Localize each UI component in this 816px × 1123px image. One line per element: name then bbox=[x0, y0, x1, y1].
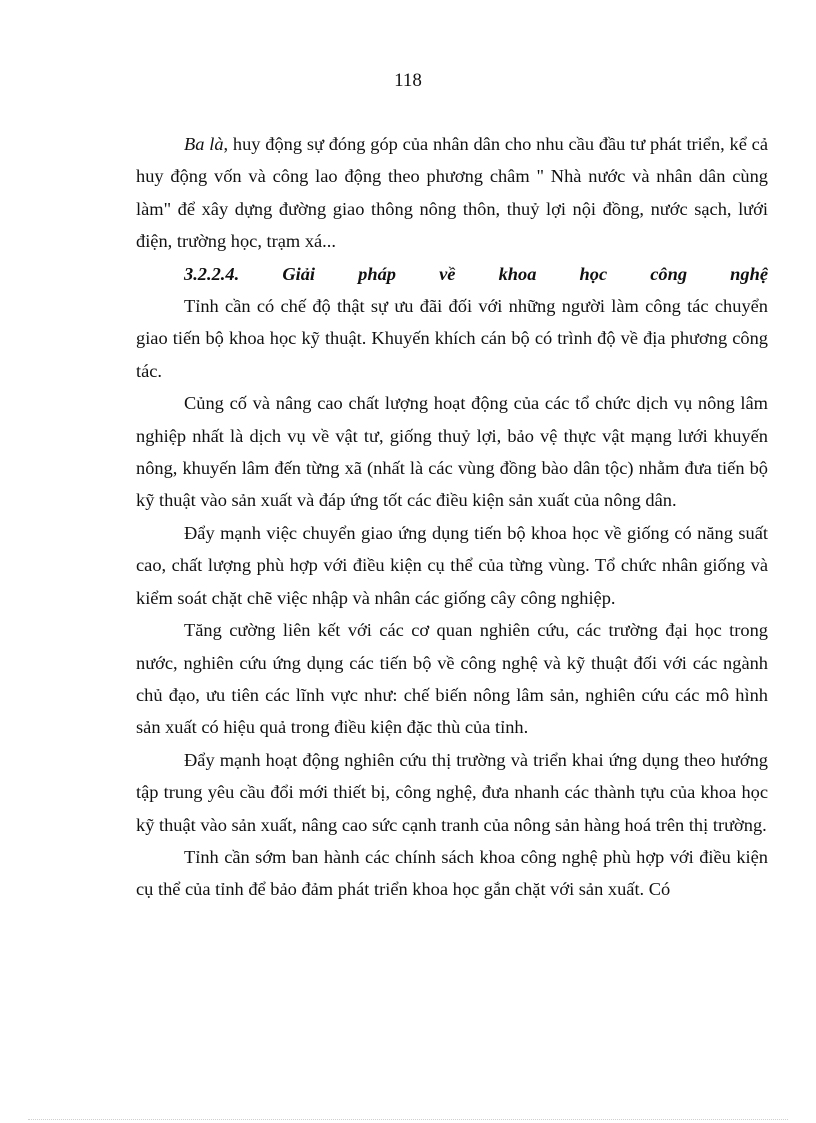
body-paragraph-3: Đẩy mạnh việc chuyển giao ứng dụng tiến bộ khoa học về giống có năng suất cao, chất lượng phù hợp với điều kiện cụ thể của từng vùng. Tổ chức nhân giống và kiểm soát chặt chẽ việc nhập và nhân các giống cây công nghiệp. bbox=[136, 522, 768, 608]
paragraph-text: , huy động sự đóng góp của nhân dân cho nhu cầu đầu tư phát triển, kể cả huy động vốn và công lao động theo phương châm " Nhà nước và nhân dân cùng làm" để xây dựng đường giao thông nông thôn, thuỷ lợi nội đồng, nước sạch, lưới điện, trường học, trạm xá... bbox=[136, 134, 768, 252]
body-paragraph-2: Củng cố và nâng cao chất lượng hoạt động của các tổ chức dịch vụ nông lâm nghiệp nhất là dịch vụ về vật tư, giống thuỷ lợi, bảo vệ thực vật mạng lưới khuyến nông, khuyến lâm đến từng xã (nhất là các vùng đồng bào dân tộc) nhằm đưa tiến bộ kỹ thuật vào sản xuất và đáp ứng tốt các điều kiện sản xuất của nông dân. bbox=[136, 393, 768, 511]
document-body bbox=[136, 128, 768, 906]
paragraph-lead-italic: Ba là bbox=[184, 134, 224, 154]
section-heading: 3.2.2.4. Giải pháp về khoa học công nghệ bbox=[184, 263, 768, 284]
body-paragraph-1: Tỉnh cần có chế độ thật sự ưu đãi đối với những người làm công tác chuyển giao tiến bộ khoa học kỹ thuật. Khuyến khích cán bộ có trình độ về địa phương công tác. bbox=[136, 296, 768, 381]
page-number: 118 bbox=[394, 70, 422, 91]
paragraph-ba-la bbox=[136, 128, 768, 258]
page-bottom-divider bbox=[28, 1119, 788, 1120]
body-paragraph-4: Tăng cường liên kết với các cơ quan nghiên cứu, các trường đại học trong nước, nghiên cứu ứng dụng các tiến bộ về công nghệ và kỹ thuật đối với các ngành chủ đạo, ưu tiên các lĩnh vực như: chế biến nông lâm sản, nghiên cứu các mô hình sản xuất có hiệu quả trong điều kiện đặc thù của tỉnh. bbox=[136, 620, 768, 738]
body-paragraph-6: Tỉnh cần sớm ban hành các chính sách khoa công nghệ phù hợp với điều kiện cụ thể của tỉnh để bảo đảm phát triển khoa học gắn chặt với sản xuất. Có bbox=[136, 846, 768, 900]
body-paragraph-5: Đẩy mạnh hoạt động nghiên cứu thị trường và triển khai ứng dụng theo hướng tập trung yêu cầu đổi mới thiết bị, công nghệ, đưa nhanh các thành tựu của khoa học kỹ thuật vào sản xuất, nâng cao sức cạnh tranh của nông sản hàng hoá trên thị trường. bbox=[136, 749, 768, 835]
